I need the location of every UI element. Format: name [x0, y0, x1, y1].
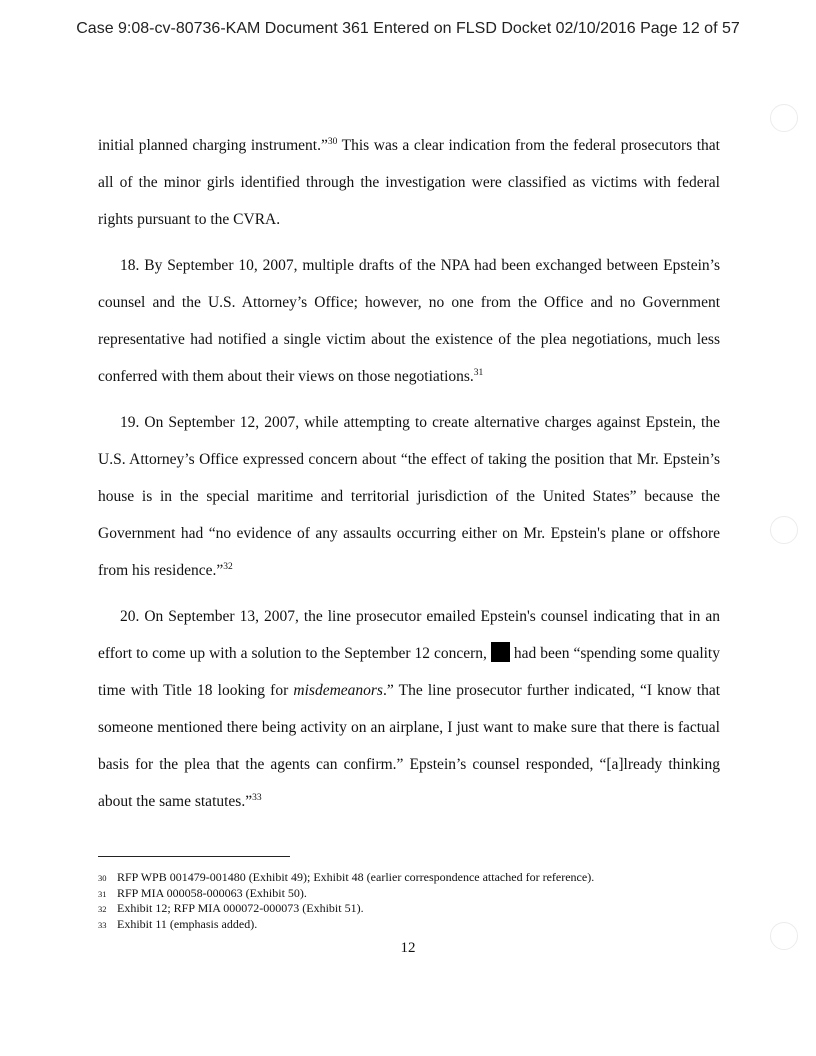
footnote — [98, 886, 738, 902]
scan-hole-mark — [770, 104, 798, 132]
text: 19. On September 12, 2007, while attempting to create alternative charges against Epstein, the U.S. Attorney’s Office expressed concern about “the effect of taking the position that Mr. Epstein’s house is in the special maritime and territorial jurisdiction of the United States” because the Government had “no evidence of any assaults occurring either on Mr. Epstein's plane or offshore from his residence.” — [98, 414, 720, 579]
text: 20. On September 13, 2007, the line prosecutor emailed Epstein's counsel indicating that in an effort to come up with a solution to the September 12 concern, — [98, 608, 720, 662]
text: This was a clear indication from the federal prosecutors that all of the minor girls identified through the investigation were classified as victims with federal rights pursuant to the CVRA. — [98, 137, 720, 228]
footnote-ref: 33 — [252, 793, 262, 803]
footnotes — [98, 870, 738, 932]
footnote-number: 31 — [98, 888, 107, 899]
paragraph-continuation — [98, 127, 720, 238]
footnote-ref: 32 — [223, 562, 233, 572]
footnote — [98, 901, 738, 917]
footnote-ref: 31 — [473, 368, 484, 378]
footnote-number: 32 — [98, 904, 107, 914]
footnote — [98, 917, 738, 933]
text: initial planned charging instrument.” — [98, 137, 328, 154]
footnote-text: RFP MIA 000058-000063 (Exhibit 50). — [117, 885, 307, 900]
redaction-box — [491, 642, 510, 662]
footnote-text: Exhibit 11 (emphasis added). — [117, 916, 258, 931]
scan-hole-mark — [770, 516, 798, 544]
footnote-separator — [98, 856, 290, 857]
footnote-text: RFP WPB 001479-001480 (Exhibit 49); Exhibit 48 (earlier correspondence attached for reference). — [117, 870, 595, 884]
paragraph-20 — [98, 598, 720, 820]
footnote-text: Exhibit 12; RFP MIA 000072-000073 (Exhibit 51). — [117, 901, 364, 915]
document-body — [98, 127, 720, 829]
footnote-number: 30 — [98, 873, 107, 883]
case-header: Case 9:08-cv-80736-KAM Document 361 Entered on FLSD Docket 02/10/2016 Page 12 of 57 — [76, 20, 740, 37]
text: 18. By September 10, 2007, multiple drafts of the NPA had been exchanged between Epstein’s counsel and the U.S. Attorney’s Office; however, no one from the Office and no Government representative had notified a single victim about the existence of the plea negotiations, much less conferred with them about their views on those negotiations. — [98, 257, 720, 385]
paragraph-18 — [98, 247, 720, 395]
text: .” The line prosecutor further indicated, “I know that someone mentioned there being activity on an airplane, I just want to make sure that there is factual basis for the plea that the agents can confirm.” Epstein’s counsel responded, “[a]lready thinking about the same statutes.” — [98, 682, 720, 810]
footnote — [98, 870, 738, 886]
emphasis-text: misdemeanors — [293, 682, 383, 699]
text: had been “spending some quality time with Title 18 looking for — [98, 645, 720, 699]
footnote-ref: 30 — [327, 137, 338, 147]
footnote-number: 33 — [98, 919, 107, 930]
page-number: 12 — [400, 940, 416, 956]
paragraph-19 — [98, 404, 720, 589]
